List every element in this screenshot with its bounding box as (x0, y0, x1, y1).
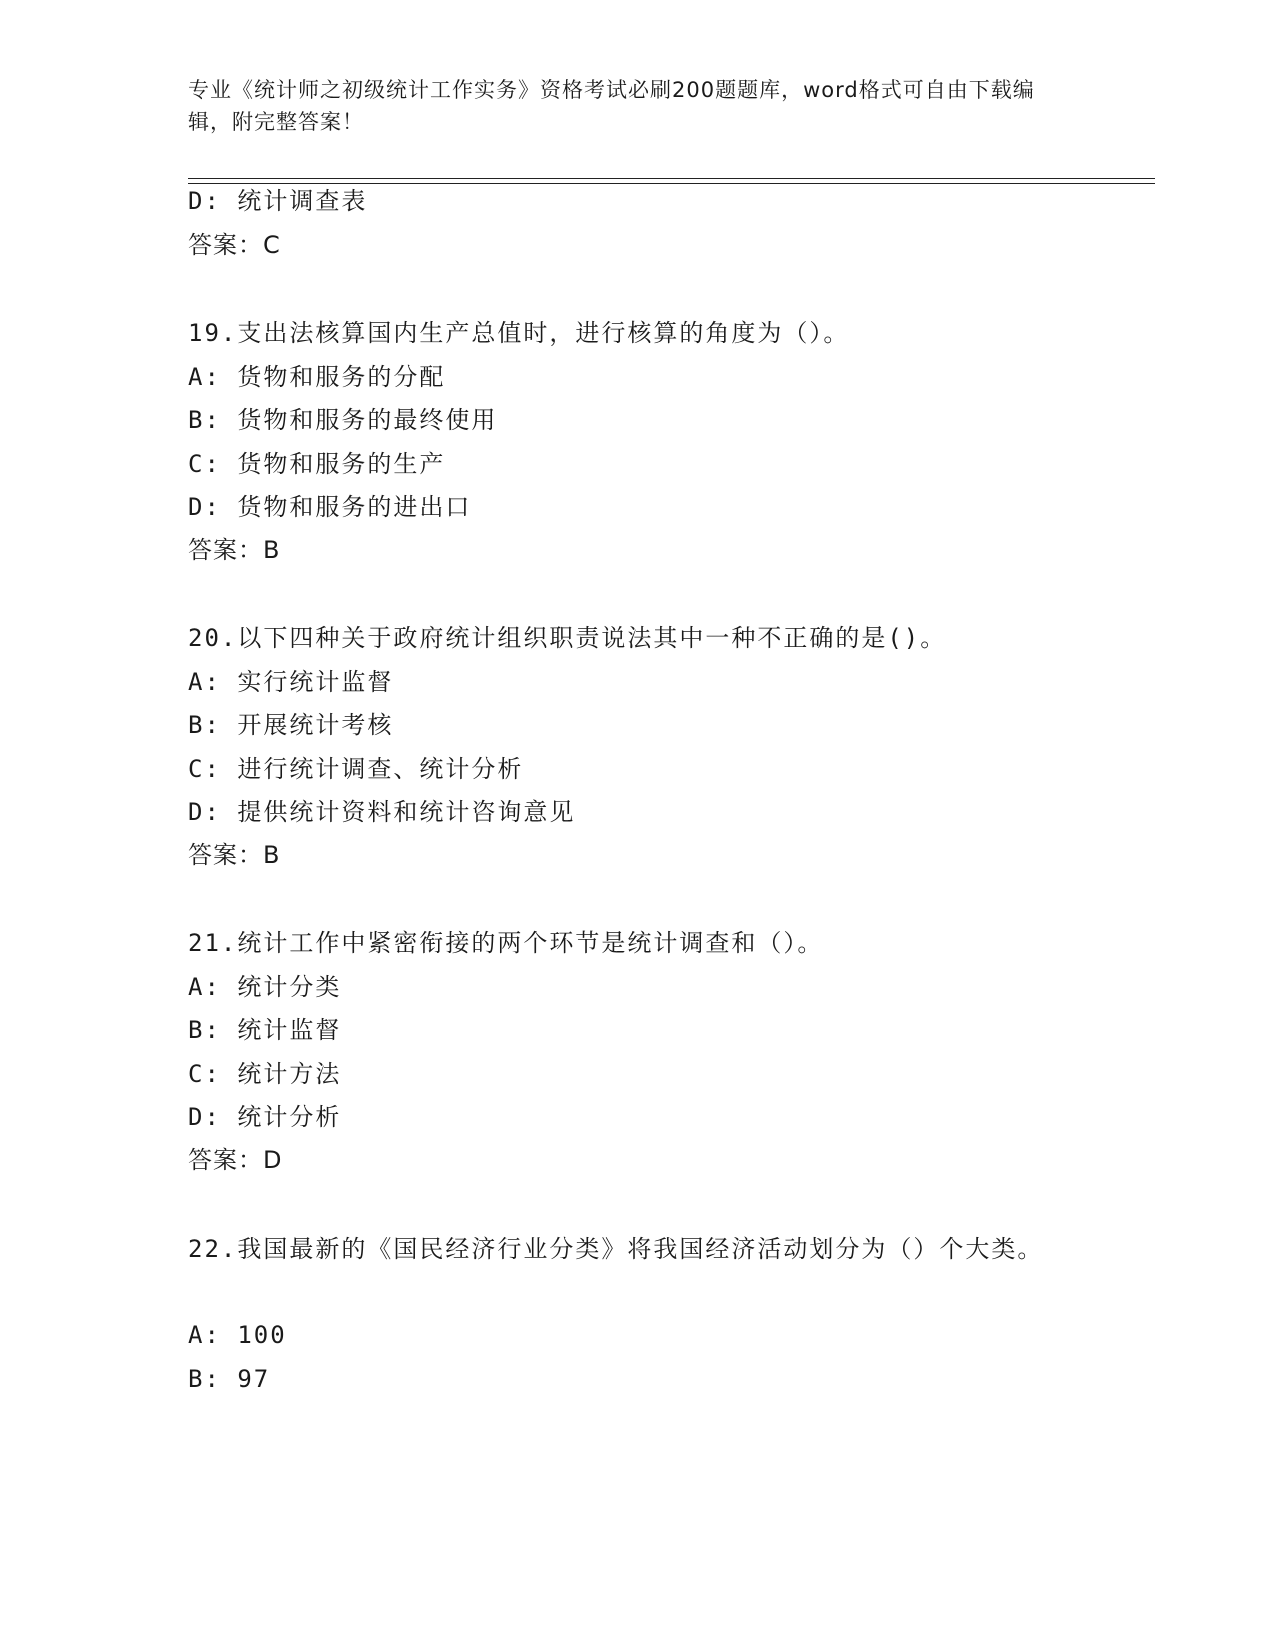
q20-option-b: B: 开展统计考核 (188, 711, 394, 739)
q21-question: 21.统计工作中紧密衔接的两个环节是统计调查和（）。 (188, 929, 824, 957)
q20-option-a: A: 实行统计监督 (188, 668, 394, 696)
q19-option-a: A: 货物和服务的分配 (188, 363, 446, 391)
q19-option-d: D: 货物和服务的进出口 (188, 493, 472, 521)
document-header: 专业《统计师之初级统计工作实务》资格考试必刷200题题库，word格式可自由下载编辑，附完整答案！ (188, 78, 1035, 134)
q20-answer: 答案：B (188, 841, 281, 869)
q22-question: 22.我国最新的《国民经济行业分类》将我国经济活动划分为（）个大类。 (188, 1235, 1044, 1263)
q22-option-a: A: 100 (188, 1321, 287, 1349)
q18-option-d: D: 统计调查表 (188, 187, 368, 215)
q19-option-c: C: 货物和服务的生产 (188, 450, 446, 478)
q19-answer: 答案：B (188, 536, 281, 564)
q21-option-b: B: 统计监督 (188, 1016, 342, 1044)
q21-option-d: D: 统计分析 (188, 1103, 342, 1131)
q21-answer: 答案：D (188, 1146, 283, 1174)
q20-option-d: D: 提供统计资料和统计咨询意见 (188, 798, 576, 826)
q21-option-c: C: 统计方法 (188, 1060, 342, 1088)
header-divider-bottom (188, 183, 1155, 184)
q20-question: 20.以下四种关于政府统计组织职责说法其中一种不正确的是()。 (188, 624, 947, 652)
q20-option-c: C: 进行统计调查、统计分析 (188, 755, 524, 783)
q21-option-a: A: 统计分类 (188, 973, 342, 1001)
q19-option-b: B: 货物和服务的最终使用 (188, 406, 498, 434)
header-divider-top (188, 178, 1155, 179)
q22-option-b: B: 97 (188, 1365, 271, 1393)
q19-question: 19.支出法核算国内生产总值时，进行核算的角度为（）。 (188, 319, 850, 347)
q18-answer: 答案：C (188, 231, 281, 259)
